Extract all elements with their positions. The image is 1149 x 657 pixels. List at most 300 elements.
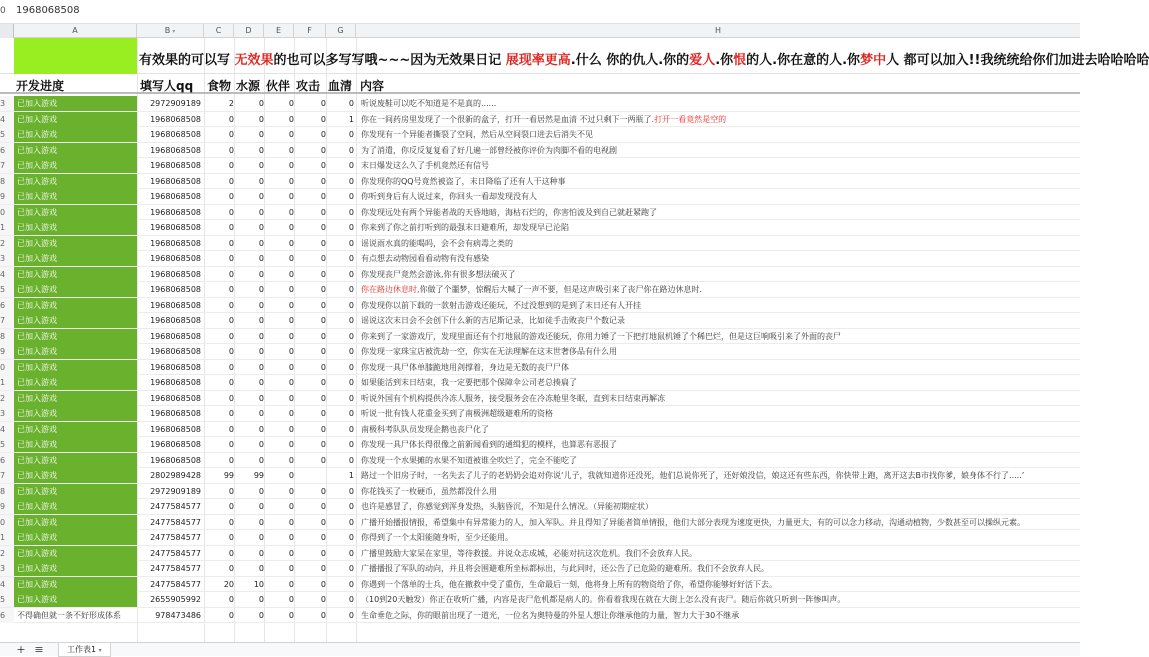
content-cell[interactable]: 你听到身后有人说过来，你回头一看却发现没有人	[361, 192, 537, 201]
water-cell[interactable]: 0	[258, 207, 264, 217]
column-header-e[interactable]: E	[264, 24, 294, 38]
food-cell[interactable]: 0	[228, 548, 234, 558]
food-cell[interactable]: 0	[228, 409, 234, 418]
water-cell[interactable]: 0	[258, 533, 264, 542]
column-header-g[interactable]: G	[326, 24, 356, 38]
mate-cell[interactable]: 0	[288, 378, 294, 387]
row-number[interactable]: 6	[0, 298, 14, 313]
blood-cell[interactable]: 0	[348, 254, 354, 263]
attack-cell[interactable]: 0	[320, 393, 326, 403]
mate-cell[interactable]: 0	[288, 533, 294, 542]
blood-cell[interactable]: 0	[348, 269, 354, 279]
table-row[interactable]	[0, 143, 1080, 159]
content-cell[interactable]: 广播播报了军队的动向，并且将会围避难所坐标都标出，与此同时，还公告了已危险的避难所。我们不会放弃人民。	[361, 564, 769, 573]
water-cell[interactable]: 0	[258, 316, 264, 325]
formula-bar[interactable]	[0, 0, 1080, 24]
attack-cell[interactable]: 0	[320, 548, 326, 558]
table-row[interactable]	[0, 205, 1080, 221]
blood-cell[interactable]: 0	[348, 579, 354, 589]
water-cell[interactable]: 0	[258, 161, 264, 170]
table-row[interactable]	[0, 96, 1080, 112]
row-number[interactable]: 5	[0, 282, 14, 297]
content-cell[interactable]: 你发现你的QQ号竟然被盗了，末日降临了还有人干这种事	[361, 176, 566, 186]
status-cell[interactable]: 已加入游戏	[14, 406, 137, 421]
attack-cell[interactable]: 0	[320, 564, 326, 573]
status-cell[interactable]: 不得确但就一条不好形成体系	[17, 610, 121, 620]
qq-cell[interactable]: 1968068508	[150, 424, 201, 434]
row-number[interactable]: 6	[0, 453, 14, 468]
row-number[interactable]: 5	[0, 127, 14, 142]
attack-cell[interactable]: 0	[320, 238, 326, 248]
content-cell[interactable]: 广播里鼓励大家呆在家里，等待救援。并说众志成城，必能对抗这次危机。我们不会放弃人民。	[361, 548, 697, 558]
content-cell[interactable]: 你在一间药房里发现了一个很新的盒子，打开一看居然是血清 不过只剩下一两瓶了.打开一看竟然是空的	[361, 114, 727, 124]
status-cell[interactable]: 已加入游戏	[14, 96, 137, 111]
mate-cell[interactable]: 0	[288, 300, 294, 310]
row-number[interactable]: 1	[0, 220, 14, 235]
row-number[interactable]: 4	[0, 577, 14, 592]
attack-cell[interactable]: 0	[320, 440, 326, 449]
content-cell[interactable]: （10到20天触发）你正在收听广播，内容是丧尸危机都是病人的。你看着我现在就在大街上怎么没有丧尸。随后你就只听到一阵惨叫声。	[361, 595, 846, 604]
table-row[interactable]	[0, 499, 1080, 515]
header-attack[interactable]: 攻击	[296, 79, 321, 93]
blood-cell[interactable]: 0	[348, 145, 354, 155]
row-number[interactable]: 5	[0, 592, 14, 607]
qq-cell[interactable]: 1968068508	[150, 207, 201, 217]
food-cell[interactable]: 0	[228, 595, 234, 604]
mate-cell[interactable]: 0	[288, 254, 294, 263]
food-cell[interactable]: 0	[228, 269, 234, 279]
qq-cell[interactable]: 1968068508	[150, 362, 201, 372]
food-cell[interactable]: 0	[228, 533, 234, 542]
attack-cell[interactable]: 0	[320, 409, 326, 418]
sheet-tab[interactable]: 工作表1 ▾	[58, 643, 111, 657]
food-cell[interactable]: 0	[228, 114, 234, 124]
mate-cell[interactable]: 0	[288, 409, 294, 418]
blood-cell[interactable]: 0	[348, 238, 354, 248]
food-cell[interactable]: 0	[228, 130, 234, 139]
banner-green-cell[interactable]	[14, 38, 137, 74]
food-cell[interactable]: 0	[228, 161, 234, 170]
water-cell[interactable]: 0	[258, 130, 264, 139]
row-number[interactable]: 2	[0, 391, 14, 406]
qq-cell[interactable]: 2477584577	[150, 517, 201, 527]
row-number[interactable]: 4	[0, 112, 14, 127]
attack-cell[interactable]: 0	[320, 130, 326, 139]
qq-cell[interactable]: 1968068508	[150, 238, 201, 248]
food-cell[interactable]: 0	[228, 254, 234, 263]
row-number[interactable]: 8	[0, 484, 14, 499]
attack-cell[interactable]	[294, 468, 326, 483]
qq-cell[interactable]: 2477584577	[150, 579, 201, 589]
formula-input[interactable]: 1968068508	[16, 5, 80, 16]
qq-cell[interactable]: 1968068508	[150, 440, 201, 449]
attack-cell[interactable]: 0	[320, 378, 326, 387]
water-cell[interactable]: 0	[258, 300, 264, 310]
spreadsheet-grid[interactable]	[0, 38, 1149, 642]
status-cell[interactable]: 已加入游戏	[14, 453, 137, 468]
water-cell[interactable]: 0	[258, 548, 264, 558]
mate-cell[interactable]: 0	[288, 114, 294, 124]
qq-cell[interactable]: 1968068508	[150, 300, 201, 310]
blood-cell[interactable]: 0	[348, 424, 354, 434]
water-cell[interactable]: 0	[258, 595, 264, 604]
blood-cell[interactable]: 0	[348, 455, 354, 465]
attack-cell[interactable]: 0	[320, 269, 326, 279]
mate-cell[interactable]: 0	[288, 176, 294, 186]
attack-cell[interactable]: 0	[320, 176, 326, 186]
content-cell[interactable]: 你发现一具尸体长得很像之前新闻看到的通缉犯的模样，也算恶有恶报了	[361, 440, 617, 449]
content-cell[interactable]: 你来到了你之前打听到的最强末日避难所，却发现早已沦陷	[361, 223, 569, 232]
table-row[interactable]	[0, 267, 1080, 283]
food-cell[interactable]: 0	[228, 331, 234, 341]
status-cell[interactable]: 已加入游戏	[14, 205, 137, 220]
blood-cell[interactable]: 0	[348, 300, 354, 310]
qq-cell[interactable]: 1968068508	[150, 145, 201, 155]
table-row[interactable]	[0, 375, 1080, 391]
mate-cell[interactable]: 0	[288, 331, 294, 341]
table-row[interactable]	[0, 391, 1080, 407]
qq-cell[interactable]: 1968068508	[150, 176, 201, 186]
content-cell[interactable]: 你在路边休息时,你做了个噩梦，惊醒后大喊了一声不要，但是这声吸引来了丧尸你在路边休息时.	[361, 285, 703, 294]
content-cell[interactable]: 谣说雨水真的能喝吗，会不会有病毒之类的	[361, 238, 513, 248]
water-cell[interactable]: 0	[258, 285, 264, 294]
qq-cell[interactable]: 1968068508	[150, 192, 201, 201]
table-row[interactable]	[0, 174, 1080, 190]
header-progress[interactable]: 开发进度	[16, 79, 65, 93]
sheet-list-icon[interactable]: ≡	[34, 643, 44, 656]
table-row[interactable]	[0, 360, 1080, 376]
status-cell[interactable]: 已加入游戏	[14, 282, 137, 297]
blood-cell[interactable]: 1	[348, 114, 354, 124]
attack-cell[interactable]: 0	[320, 207, 326, 217]
qq-cell[interactable]: 2477584577	[150, 533, 201, 542]
mate-cell[interactable]: 0	[288, 316, 294, 325]
attack-cell[interactable]: 0	[320, 424, 326, 434]
status-cell[interactable]: 已加入游戏	[14, 360, 137, 375]
status-cell[interactable]: 已加入游戏	[14, 468, 137, 483]
food-cell[interactable]: 0	[228, 347, 234, 356]
mate-cell[interactable]: 0	[288, 362, 294, 372]
status-cell[interactable]: 已加入游戏	[14, 251, 137, 266]
status-cell[interactable]: 已加入游戏	[14, 127, 137, 142]
content-cell[interactable]: 有点想去动物园看看动物有没有感染	[361, 254, 489, 263]
mate-cell[interactable]: 0	[288, 486, 294, 496]
food-cell[interactable]: 0	[228, 223, 234, 232]
blood-cell[interactable]: 0	[348, 548, 354, 558]
water-cell[interactable]: 0	[258, 502, 264, 511]
table-row[interactable]	[0, 561, 1080, 577]
water-cell[interactable]: 0	[258, 564, 264, 573]
row-number[interactable]: 6	[0, 143, 14, 158]
blood-cell[interactable]: 0	[348, 393, 354, 403]
content-cell[interactable]: 末日爆发这么久了手机竟然还有信号	[361, 161, 489, 170]
mate-cell[interactable]: 0	[288, 455, 294, 465]
qq-cell[interactable]: 1968068508	[150, 316, 201, 325]
content-cell[interactable]: 你发现你以前下载的一款射击游戏还能玩，不过没想到的是到了末日还有人开挂	[361, 300, 641, 310]
content-cell[interactable]: 听说外国有个机构提供冷冻人服务，接受服务会在冷冻舱里冬眠，直到末日结束再解冻	[361, 393, 665, 403]
mate-cell[interactable]: 0	[288, 347, 294, 356]
water-cell[interactable]: 0	[258, 378, 264, 387]
water-cell[interactable]: 0	[258, 145, 264, 155]
blood-cell[interactable]: 0	[348, 409, 354, 418]
qq-cell[interactable]: 1968068508	[150, 347, 201, 356]
table-row[interactable]	[0, 468, 1080, 484]
row-number[interactable]: 7	[0, 468, 14, 483]
header-food[interactable]: 食物	[207, 79, 232, 93]
status-cell[interactable]: 已加入游戏	[14, 561, 137, 576]
qq-cell[interactable]: 1968068508	[150, 254, 201, 263]
content-cell[interactable]: 你发现有一个异能者撕裂了空间，然后从空间裂口进去后消失不见	[361, 130, 593, 139]
table-row[interactable]	[0, 608, 1080, 624]
status-cell[interactable]: 已加入游戏	[14, 422, 137, 437]
mate-cell[interactable]: 0	[288, 192, 294, 201]
select-all-corner[interactable]	[0, 24, 14, 38]
content-cell[interactable]: 你发现一个水果摊的水果不知道被谁全吹烂了，完全不能吃了	[361, 455, 577, 465]
qq-cell[interactable]: 2477584577	[150, 502, 201, 511]
food-cell[interactable]: 0	[228, 440, 234, 449]
qq-cell[interactable]: 1968068508	[150, 269, 201, 279]
status-cell[interactable]: 已加入游戏	[14, 143, 137, 158]
table-row[interactable]	[0, 189, 1080, 205]
mate-cell[interactable]: 0	[288, 595, 294, 604]
status-cell[interactable]: 已加入游戏	[14, 236, 137, 251]
food-cell[interactable]: 0	[228, 393, 234, 403]
attack-cell[interactable]: 0	[320, 161, 326, 170]
blood-cell[interactable]: 0	[348, 564, 354, 573]
water-cell[interactable]: 0	[258, 238, 264, 248]
header-blood[interactable]: 血清	[328, 79, 353, 93]
qq-cell[interactable]: 2477584577	[150, 548, 201, 558]
water-cell[interactable]: 0	[258, 99, 264, 108]
mate-cell[interactable]: 0	[288, 223, 294, 232]
attack-cell[interactable]: 0	[320, 610, 326, 620]
mate-cell[interactable]: 0	[288, 285, 294, 294]
row-number[interactable]: 7	[0, 158, 14, 173]
mate-cell[interactable]: 0	[288, 130, 294, 139]
table-row[interactable]	[0, 515, 1080, 531]
food-cell[interactable]: 0	[228, 362, 234, 372]
food-cell[interactable]: 0	[228, 285, 234, 294]
row-number[interactable]: 0	[0, 360, 14, 375]
qq-cell[interactable]: 2655905992	[150, 595, 201, 604]
column-header-d[interactable]: D	[234, 24, 264, 38]
qq-cell[interactable]: 1968068508	[150, 161, 201, 170]
food-cell[interactable]: 0	[228, 192, 234, 201]
food-cell[interactable]: 0	[228, 316, 234, 325]
table-row[interactable]	[0, 127, 1080, 143]
content-cell[interactable]: 你发现丧尸竟然会游泳,你有很多想法破灭了	[361, 269, 516, 279]
attack-cell[interactable]: 0	[320, 114, 326, 124]
attack-cell[interactable]: 0	[320, 99, 326, 108]
content-cell[interactable]: 也许是感冒了，你感觉到浑身发热，头脑昏沉，不知是什么情况。（异能初期症状）	[361, 502, 653, 511]
status-cell[interactable]: 已加入游戏	[14, 220, 137, 235]
content-cell[interactable]: 生命垂危之际，你的眼前出现了一道光，一位名为奥特曼的外星人想让你继承他的力量，智力大于30不继承	[361, 610, 740, 620]
row-number[interactable]: 9	[0, 499, 14, 514]
mate-cell[interactable]: 0	[288, 610, 294, 620]
table-row[interactable]	[0, 484, 1080, 500]
attack-cell[interactable]: 0	[320, 145, 326, 155]
content-cell[interactable]: 听说废鞋可以吃不知道是不是真的......	[361, 99, 497, 108]
blood-cell[interactable]: 0	[348, 486, 354, 496]
row-number[interactable]: 9	[0, 189, 14, 204]
blood-cell[interactable]: 1	[348, 471, 354, 480]
water-cell[interactable]: 0	[258, 362, 264, 372]
food-cell[interactable]: 0	[228, 610, 234, 620]
status-cell[interactable]: 已加入游戏	[14, 499, 137, 514]
row-number[interactable]: 3	[0, 406, 14, 421]
content-cell[interactable]: 广播开始播报情报，希望集中有异常能力的人，加入军队。并且得知了异能者简单情报，他们大部分表现为速度更快，力量更大，有的可以念力移动，沟通动植物，少数甚至可以操纵元素。	[361, 517, 1025, 527]
water-cell[interactable]: 0	[258, 176, 264, 186]
water-cell[interactable]: 0	[258, 347, 264, 356]
mate-cell[interactable]: 0	[288, 145, 294, 155]
row-number[interactable]: 7	[0, 313, 14, 328]
qq-cell[interactable]: 978473486	[155, 610, 201, 620]
table-row[interactable]	[0, 220, 1080, 236]
qq-cell[interactable]: 2802989428	[150, 471, 201, 480]
column-header-a[interactable]: A	[14, 24, 137, 38]
water-cell[interactable]: 0	[258, 517, 264, 527]
row-number[interactable]: 3	[0, 251, 14, 266]
blood-cell[interactable]: 0	[348, 362, 354, 372]
food-cell[interactable]: 0	[228, 238, 234, 248]
qq-cell[interactable]: 1968068508	[150, 223, 201, 232]
blood-cell[interactable]: 0	[348, 440, 354, 449]
header-content[interactable]: 内容	[360, 79, 385, 93]
content-cell[interactable]: 你得到了一个太阳能随身听，至少还能用。	[361, 533, 513, 542]
water-cell[interactable]: 99	[253, 471, 264, 480]
row-number[interactable]: 1	[0, 375, 14, 390]
food-cell[interactable]: 0	[228, 564, 234, 573]
status-cell[interactable]: 已加入游戏	[14, 546, 137, 561]
blood-cell[interactable]: 0	[348, 517, 354, 527]
attack-cell[interactable]: 0	[320, 533, 326, 542]
status-cell[interactable]: 已加入游戏	[14, 158, 137, 173]
row-number[interactable]: 1	[0, 530, 14, 545]
qq-cell[interactable]: 1968068508	[150, 285, 201, 294]
row-number[interactable]: 8	[0, 174, 14, 189]
status-cell[interactable]: 已加入游戏	[14, 375, 137, 390]
qq-cell[interactable]: 2972909189	[150, 99, 201, 108]
food-cell[interactable]: 0	[228, 176, 234, 186]
food-cell[interactable]: 0	[228, 486, 234, 496]
qq-cell[interactable]: 1968068508	[150, 114, 201, 124]
qq-cell[interactable]: 1968068508	[150, 393, 201, 403]
water-cell[interactable]: 0	[258, 192, 264, 201]
status-cell[interactable]: 已加入游戏	[14, 267, 137, 282]
status-cell[interactable]: 已加入游戏	[14, 577, 137, 592]
table-row[interactable]	[0, 112, 1080, 128]
food-cell[interactable]: 99	[223, 471, 234, 480]
mate-cell[interactable]: 0	[288, 269, 294, 279]
food-cell[interactable]: 20	[223, 579, 234, 589]
content-cell[interactable]: 为了消遣，你反反复复看了好几遍一部曾经被你评价为肉脚不看的电视剧	[361, 145, 617, 155]
mate-cell[interactable]: 0	[288, 207, 294, 217]
table-row[interactable]	[0, 577, 1080, 593]
row-number[interactable]: 6	[0, 608, 14, 623]
status-cell[interactable]: 已加入游戏	[14, 174, 137, 189]
qq-cell[interactable]: 1968068508	[150, 331, 201, 341]
water-cell[interactable]: 10	[253, 579, 264, 589]
status-cell[interactable]: 已加入游戏	[14, 112, 137, 127]
qq-cell[interactable]: 1968068508	[150, 378, 201, 387]
water-cell[interactable]: 0	[258, 409, 264, 418]
content-cell[interactable]: 你花钱买了一枚硬币，虽然都没什么用	[361, 486, 497, 496]
water-cell[interactable]: 0	[258, 393, 264, 403]
mate-cell[interactable]: 0	[288, 99, 294, 108]
blood-cell[interactable]: 0	[348, 161, 354, 170]
qq-cell[interactable]: 2972909189	[150, 486, 201, 496]
table-row[interactable]	[0, 313, 1080, 329]
row-number[interactable]: 3	[0, 561, 14, 576]
food-cell[interactable]: 0	[228, 300, 234, 310]
banner-text[interactable]: 有效果的可以写 无效果的也可以多写写哦~~~因为无效果日记 展现率更高.什么 你的仇人.你的爱人.你恨的人.你在意的人.你梦中人 都可以加入!!我统统给你们加进去哈哈哈哈	[139, 53, 1149, 68]
content-cell[interactable]: 你发现一家珠宝店被洗劫一空，你实在无法理解在这末世奢侈品有什么用	[361, 347, 617, 356]
blood-cell[interactable]: 0	[348, 285, 354, 294]
attack-cell[interactable]: 0	[320, 223, 326, 232]
blood-cell[interactable]: 0	[348, 533, 354, 542]
content-cell[interactable]: 谣说这次末日会不会创下什么新的吉尼斯记录，比如徒手击败丧尸个数记录	[361, 316, 625, 325]
status-cell[interactable]: 已加入游戏	[14, 189, 137, 204]
food-cell[interactable]: 0	[228, 455, 234, 465]
blood-cell[interactable]: 0	[348, 331, 354, 341]
row-number[interactable]: 2	[0, 546, 14, 561]
column-header-h[interactable]: H	[714, 26, 721, 35]
water-cell[interactable]: 0	[258, 424, 264, 434]
food-cell[interactable]: 2	[228, 99, 234, 108]
attack-cell[interactable]: 0	[320, 254, 326, 263]
attack-cell[interactable]: 0	[320, 300, 326, 310]
status-cell[interactable]: 已加入游戏	[14, 530, 137, 545]
row-number[interactable]: 2	[0, 236, 14, 251]
attack-cell[interactable]: 0	[320, 347, 326, 356]
blood-cell[interactable]: 0	[348, 595, 354, 604]
mate-cell[interactable]: 0	[288, 564, 294, 573]
table-row[interactable]	[0, 158, 1080, 174]
table-row[interactable]	[0, 236, 1080, 252]
attack-cell[interactable]: 0	[320, 517, 326, 527]
table-row[interactable]	[0, 422, 1080, 438]
water-cell[interactable]: 0	[258, 331, 264, 341]
mate-cell[interactable]: 0	[288, 424, 294, 434]
blood-cell[interactable]: 0	[348, 347, 354, 356]
content-cell[interactable]: 你发现一具尸体单膝跪地用剑撑着，身边是无数的丧尸尸体	[361, 362, 569, 372]
blood-cell[interactable]: 0	[348, 176, 354, 186]
status-cell[interactable]: 已加入游戏	[14, 298, 137, 313]
qq-cell[interactable]: 1968068508	[150, 130, 201, 139]
attack-cell[interactable]: 0	[320, 362, 326, 372]
row-number[interactable]: 5	[0, 437, 14, 452]
content-cell[interactable]: 听说一批有钱人花重金买到了南极洲超级避难所的资格	[361, 409, 553, 418]
mate-cell[interactable]: 0	[288, 517, 294, 527]
water-cell[interactable]: 0	[258, 114, 264, 124]
status-cell[interactable]: 已加入游戏	[14, 313, 137, 328]
attack-cell[interactable]: 0	[320, 331, 326, 341]
content-cell[interactable]: 你来到了一家游戏厅，发现里面还有个打地鼠的游戏还能玩，你用力锤了一下把打地鼠机锤了个稀巴烂，但是这巨响吸引来了外面的丧尸	[361, 331, 841, 341]
table-row[interactable]	[0, 251, 1080, 267]
attack-cell[interactable]: 0	[320, 192, 326, 201]
row-number[interactable]: 3	[0, 96, 14, 111]
food-cell[interactable]: 0	[228, 207, 234, 217]
attack-cell[interactable]: 0	[320, 285, 326, 294]
qq-cell[interactable]: 2477584577	[150, 564, 201, 573]
row-number[interactable]: 4	[0, 267, 14, 282]
table-row[interactable]	[0, 282, 1080, 298]
blood-cell[interactable]: 0	[348, 192, 354, 201]
water-cell[interactable]: 0	[258, 223, 264, 232]
attack-cell[interactable]: 0	[320, 502, 326, 511]
blood-cell[interactable]: 0	[348, 99, 354, 108]
content-cell[interactable]: 路过一个旧房子时，一名失去了儿子的老奶奶会追对你说‘儿子，我就知道你还没死，他们总说你死了，还好娘没信，娘这还有些东西，你快带上跑，离开这去B市找你爹，娘身体不行了.....’	[361, 471, 1025, 480]
